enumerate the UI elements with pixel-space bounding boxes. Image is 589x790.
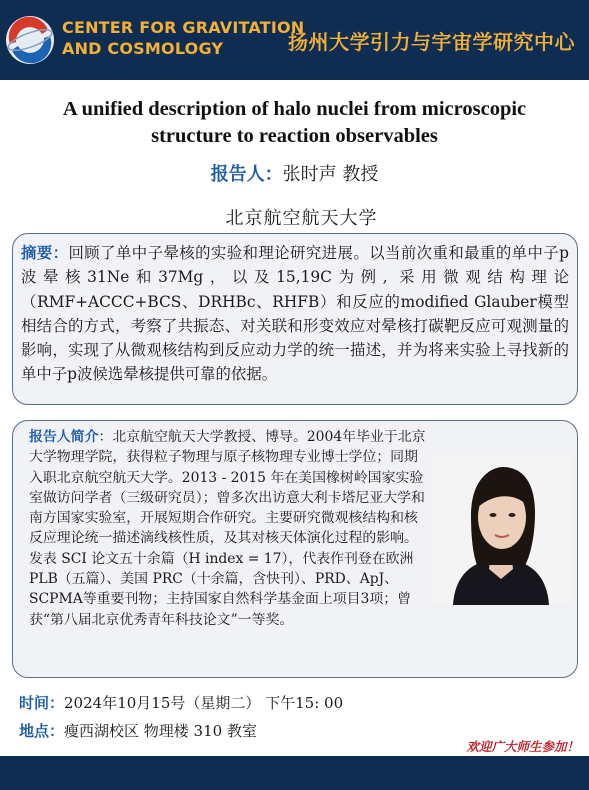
header-banner <box>0 0 589 80</box>
time-line <box>19 692 343 713</box>
welcome-note: 欢迎广大师生参加！ <box>466 739 579 754</box>
center-name-line2: AND COSMOLOGY <box>62 39 224 58</box>
center-chinese-name: 扬州大学引力与宇宙学研究中心 <box>288 30 575 54</box>
speaker-line <box>0 160 589 186</box>
footer-bar <box>0 756 589 790</box>
abstract-box <box>12 233 578 405</box>
bio-text-block <box>29 427 427 630</box>
talk-title <box>0 96 589 150</box>
center-name-line1: CENTER FOR GRAVITATION <box>62 18 305 37</box>
speaker-affiliation: 北京航空航天大学 <box>225 208 378 229</box>
time-value: 2024年10月15号（星期二） 下午15: 00 <box>64 694 344 712</box>
talk-title-line1: A unified description of halo nuclei from microscopic <box>62 98 527 120</box>
place-line <box>19 720 257 741</box>
speaker-photo <box>431 455 571 605</box>
speaker-name: 张时声 教授 <box>282 164 379 185</box>
center-english-name <box>62 17 304 59</box>
place-label: 地点： <box>19 722 65 740</box>
abstract-text: 回顾了单中子晕核的实验和理论研究进展。以当前次重和最重的单中子p波晕核31Ne和37Mg，以及15,19C为例, 采用微观结构理论（RMF+ACCC+BCS、DRHBc、RHFB）和反应的modified Glauber模型相结合的方式，考察了共振态、对关联和形变效应对晕核打碳靶反应可观测量的影响，实现了从微观核结构到反应动力学的统一描述，并为将来实验上寻找新的单中子p波候选晕核提供可靠的依据。 <box>21 244 569 384</box>
bio-text: ：北京航空航天大学教授、博导。2004年毕业于北京大学物理学院，获得粒子物理与原子核物理专业博士学位；同期入职北京航空航天大学。2013 - 2015 年在美国橡树岭国家实验室做访问学者（三级研究员）；曾多次出访意大利卡塔尼亚大学和南方国家实验室，开展短期合作研究。主要研究微观核结构和核反应理论统一描述滴线核性质，及其对核天体演化过程的影响。发表 SCI 论文五十余篇（H index = 17），代表作刊登在欧洲 PLB（五篇）、美国 PRC（十余篇，含快刊）、PRD、ApJ、SCPMA等重要刊物；主持国家自然科学基金面上项目3项；曾获“第八届北京优秀青年科技论文”一等奖。 <box>29 429 426 628</box>
time-label: 时间： <box>19 694 65 712</box>
abstract-label: 摘要： <box>21 244 69 262</box>
talk-title-line2: structure to reaction observables <box>151 125 438 147</box>
speaker-label: 报告人： <box>210 164 283 185</box>
place-value: 瘦西湖校区 物理楼 310 教室 <box>64 722 257 740</box>
bio-label: 报告人简介 <box>29 429 99 445</box>
center-logo-icon <box>4 14 56 66</box>
